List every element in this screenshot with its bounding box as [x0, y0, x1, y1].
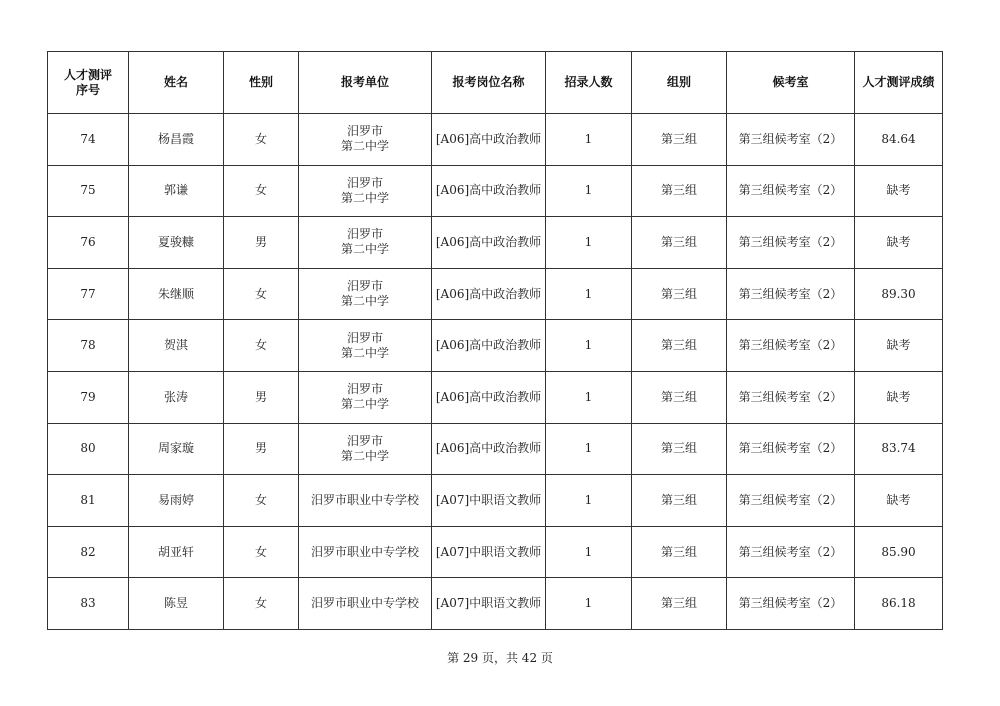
cell-score: 缺考: [855, 475, 943, 527]
cell-room: 第三组候考室（2）: [727, 423, 855, 475]
cell-position: [A07]中职语文教师: [432, 526, 546, 578]
cell-name: 易雨婷: [129, 475, 224, 527]
cell-room: 第三组候考室（2）: [727, 475, 855, 527]
cell-quota: 1: [546, 320, 632, 372]
cell-seq: 74: [48, 114, 129, 166]
cell-unit: [299, 165, 432, 217]
cell-position: [A06]高中政治教师: [432, 371, 546, 423]
cell-unit-line: 汨罗市职业中专学校: [310, 544, 419, 559]
header-name: 姓名: [129, 52, 224, 114]
cell-quota: 1: [546, 578, 632, 630]
header-score: 人才测评成绩: [855, 52, 943, 114]
cell-quota: 1: [546, 423, 632, 475]
cell-unit: [299, 268, 432, 320]
cell-name: 贺淇: [129, 320, 224, 372]
cell-unit: [299, 423, 432, 475]
table-row: [48, 371, 943, 423]
cell-gender: 男: [224, 371, 299, 423]
cell-unit-line: 第二中学: [340, 190, 389, 205]
cell-name: 朱继顺: [129, 268, 224, 320]
cell-unit-line: 汨罗市职业中专学校: [310, 596, 419, 611]
table-row: [48, 268, 943, 320]
cell-seq: 75: [48, 165, 129, 217]
cell-group: 第三组: [632, 217, 727, 269]
cell-group: 第三组: [632, 320, 727, 372]
cell-gender: 女: [224, 165, 299, 217]
cell-position: [A06]高中政治教师: [432, 165, 546, 217]
cell-score: 86.18: [855, 578, 943, 630]
header-seq: [48, 52, 129, 114]
cell-unit: [299, 475, 432, 527]
cell-position: [A06]高中政治教师: [432, 217, 546, 269]
cell-seq: 80: [48, 423, 129, 475]
cell-gender: 男: [224, 423, 299, 475]
cell-room: 第三组候考室（2）: [727, 114, 855, 166]
cell-unit-line: 汨罗市职业中专学校: [310, 492, 419, 507]
cell-score: 83.74: [855, 423, 943, 475]
cell-room: 第三组候考室（2）: [727, 526, 855, 578]
table-row: [48, 475, 943, 527]
cell-unit-line: 第二中学: [340, 294, 389, 309]
cell-room: 第三组候考室（2）: [727, 320, 855, 372]
cell-seq: 83: [48, 578, 129, 630]
cell-name: 张涛: [129, 371, 224, 423]
cell-unit-line: 第二中学: [340, 242, 389, 257]
cell-position: [A06]高中政治教师: [432, 320, 546, 372]
cell-unit-line: 第二中学: [340, 345, 389, 360]
cell-name: 郭谦: [129, 165, 224, 217]
cell-score: 缺考: [855, 371, 943, 423]
cell-quota: 1: [546, 526, 632, 578]
cell-room: 第三组候考室（2）: [727, 371, 855, 423]
cell-unit: [299, 320, 432, 372]
header-gender: 性别: [224, 52, 299, 114]
cell-quota: 1: [546, 114, 632, 166]
cell-score: 84.64: [855, 114, 943, 166]
cell-gender: 男: [224, 217, 299, 269]
cell-name: 周家璇: [129, 423, 224, 475]
cell-unit: [299, 217, 432, 269]
cell-quota: 1: [546, 268, 632, 320]
table-row: [48, 320, 943, 372]
cell-group: 第三组: [632, 114, 727, 166]
cell-room: 第三组候考室（2）: [727, 165, 855, 217]
cell-gender: 女: [224, 578, 299, 630]
cell-position: [A07]中职语文教师: [432, 578, 546, 630]
cell-unit-line: 汨罗市: [346, 124, 383, 139]
cell-gender: 女: [224, 475, 299, 527]
cell-unit: [299, 578, 432, 630]
cell-group: 第三组: [632, 423, 727, 475]
cell-quota: 1: [546, 475, 632, 527]
cell-room: 第三组候考室（2）: [727, 578, 855, 630]
table-row: [48, 217, 943, 269]
table-row: [48, 165, 943, 217]
cell-quota: 1: [546, 371, 632, 423]
table-row: [48, 423, 943, 475]
table-row: [48, 526, 943, 578]
cell-unit-line: 第二中学: [340, 448, 389, 463]
cell-name: 夏骏糠: [129, 217, 224, 269]
cell-name: 杨昌霞: [129, 114, 224, 166]
cell-unit-line: 汨罗市: [346, 279, 383, 294]
header-position: 报考岗位名称: [432, 52, 546, 114]
cell-position: [A06]高中政治教师: [432, 114, 546, 166]
header-row: [48, 52, 943, 114]
header-unit: 报考单位: [299, 52, 432, 114]
cell-seq: 78: [48, 320, 129, 372]
cell-unit-line: 汨罗市: [346, 175, 383, 190]
cell-name: 陈昱: [129, 578, 224, 630]
cell-group: 第三组: [632, 578, 727, 630]
cell-group: 第三组: [632, 165, 727, 217]
cell-gender: 女: [224, 114, 299, 166]
cell-unit: [299, 371, 432, 423]
cell-unit-line: 汨罗市: [346, 382, 383, 397]
header-seq-line2: 序号: [75, 82, 100, 97]
cell-gender: 女: [224, 320, 299, 372]
cell-unit-line: 汨罗市: [346, 227, 383, 242]
cell-position: [A07]中职语文教师: [432, 475, 546, 527]
cell-unit: [299, 114, 432, 166]
score-table: [47, 51, 943, 630]
cell-position: [A06]高中政治教师: [432, 268, 546, 320]
cell-gender: 女: [224, 526, 299, 578]
header-group: 组别: [632, 52, 727, 114]
header-quota: 招录人数: [546, 52, 632, 114]
cell-unit-line: 汨罗市: [346, 330, 383, 345]
cell-score: 89.30: [855, 268, 943, 320]
cell-seq: 79: [48, 371, 129, 423]
cell-score: 缺考: [855, 217, 943, 269]
cell-unit-line: 第二中学: [340, 397, 389, 412]
cell-score: 缺考: [855, 320, 943, 372]
cell-group: 第三组: [632, 268, 727, 320]
cell-group: 第三组: [632, 526, 727, 578]
cell-seq: 82: [48, 526, 129, 578]
cell-group: 第三组: [632, 371, 727, 423]
cell-room: 第三组候考室（2）: [727, 217, 855, 269]
cell-room: 第三组候考室（2）: [727, 268, 855, 320]
cell-position: [A06]高中政治教师: [432, 423, 546, 475]
table-row: [48, 578, 943, 630]
cell-unit: [299, 526, 432, 578]
cell-gender: 女: [224, 268, 299, 320]
cell-quota: 1: [546, 217, 632, 269]
cell-score: 缺考: [855, 165, 943, 217]
cell-seq: 76: [48, 217, 129, 269]
cell-seq: 77: [48, 268, 129, 320]
cell-unit-line: 第二中学: [340, 139, 389, 154]
cell-group: 第三组: [632, 475, 727, 527]
cell-name: 胡亚轩: [129, 526, 224, 578]
cell-seq: 81: [48, 475, 129, 527]
cell-unit-line: 汨罗市: [346, 433, 383, 448]
page-footer: 第 29 页，共 42 页: [447, 651, 553, 665]
table-row: [48, 114, 943, 166]
header-room: 候考室: [727, 52, 855, 114]
cell-score: 85.90: [855, 526, 943, 578]
cell-quota: 1: [546, 165, 632, 217]
header-seq-line1: 人才测评: [63, 67, 112, 82]
